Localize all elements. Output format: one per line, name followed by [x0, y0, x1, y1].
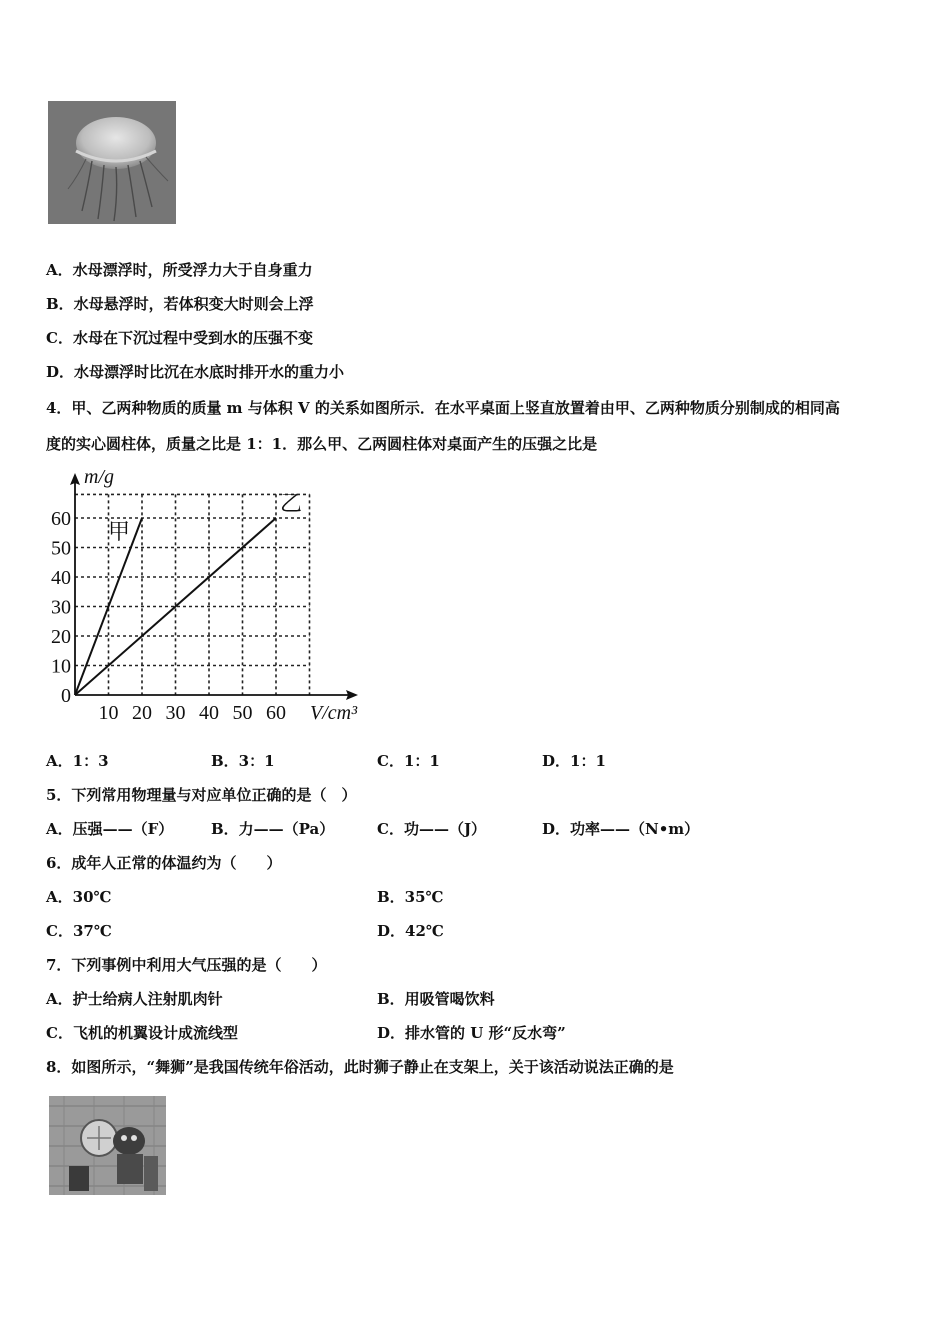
q6-option-b: B．35℃: [377, 888, 444, 906]
y-tick-label: 10: [51, 655, 71, 678]
q3-option-c: C．水母在下沉过程中受到水的压强不变: [46, 329, 313, 347]
x-tick-label: 40: [199, 702, 219, 724]
x-tick-label: 30: [165, 702, 186, 724]
series-label-jia: 甲: [108, 519, 131, 544]
q4-stem-line2: 度的实心圆柱体，质量之比是 1：1．那么甲、乙两圆柱体对桌面产生的压强之比是: [46, 435, 598, 453]
q4-option-b: B．3：1: [211, 752, 275, 770]
q5-option-b: B．力——（Pa）: [211, 820, 335, 838]
q6-option-a: A．30℃: [46, 888, 112, 906]
q7-option-c: C．飞机的机翼设计成流线型: [46, 1024, 238, 1042]
y-tick-label: 60: [51, 507, 71, 530]
x-tick-label: 10: [98, 702, 119, 724]
q4-option-d: D．1：1: [542, 752, 606, 770]
q7-option-a: A．护士给病人注射肌肉针: [46, 990, 223, 1008]
q6-option-d: D．42℃: [377, 922, 444, 940]
y-tick-label: 0: [61, 685, 71, 707]
x-tick-label: 60: [266, 702, 286, 724]
mass-volume-chart: [40, 463, 380, 733]
y-tick-label: 30: [51, 596, 71, 619]
jellyfish-photo: [48, 101, 176, 224]
q7-stem: 7．下列事例中利用大气压强的是（ ）: [46, 956, 327, 974]
q3-option-d: D．水母漂浮时比沉在水底时排开水的重力小: [46, 363, 345, 381]
q3-option-b: B．水母悬浮时，若体积变大时则会上浮: [46, 295, 314, 313]
q8-stem: 8．如图所示，“舞狮”是我国传统年俗活动，此时狮子静止在支架上，关于该活动说法正确的是: [46, 1058, 674, 1076]
q5-option-d: D．功率——（N•m）: [542, 820, 700, 838]
y-tick-label: 20: [51, 625, 71, 648]
chart-x-label: V/cm³: [310, 702, 358, 724]
x-tick-label: 50: [232, 702, 253, 724]
q5-option-c: C．功——（J）: [377, 820, 487, 838]
y-tick-label: 40: [51, 566, 71, 589]
x-tick-label: 20: [132, 702, 152, 724]
q6-option-c: C．37℃: [46, 922, 112, 940]
lion-dance-photo: [49, 1096, 166, 1195]
chart-y-label: m/g: [84, 466, 114, 488]
q7-option-d: D．排水管的 U 形“反水弯”: [377, 1024, 566, 1042]
series-label-yi: 乙: [280, 491, 303, 516]
q4-option-a: A．1：3: [46, 752, 109, 770]
q4-option-c: C．1：1: [377, 752, 440, 770]
q5-stem: 5．下列常用物理量与对应单位正确的是（ ）: [46, 786, 357, 804]
q3-option-a: A．水母漂浮时，所受浮力大于自身重力: [46, 261, 313, 279]
y-tick-label: 50: [51, 537, 71, 560]
q6-stem: 6．成年人正常的体温约为（ ）: [46, 854, 282, 872]
q5-option-a: A．压强——（F）: [46, 820, 174, 838]
q4-stem-line1: 4．甲、乙两种物质的质量 m 与体积 V 的关系如图所示．在水平桌面上竖直放置着由甲、乙两种物质分别制成的相同高: [46, 399, 840, 417]
q7-option-b: B．用吸管喝饮料: [377, 990, 495, 1008]
